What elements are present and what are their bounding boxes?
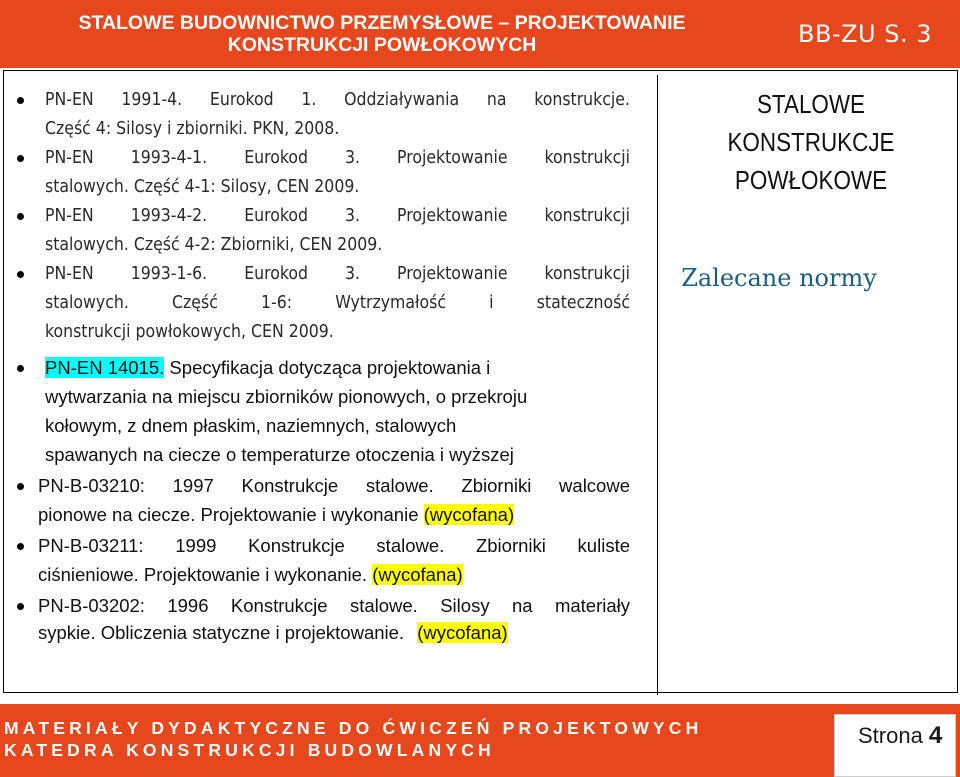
page-label: Strona [858, 723, 923, 748]
norm-1-line-1: PN-EN 1991-4. Eurokod 1. Oddziaływania na konstrukcje. [45, 90, 630, 110]
norm-4-line-3: konstrukcji powłokowych, CEN 2009. [45, 322, 334, 342]
section-title [692, 86, 930, 200]
norm-5-line-1-text: Specyfikacja dotycząca projektowania i [164, 357, 491, 378]
norm-6-line-2-text: pionowe na ciecze. Projektowanie i wykonanie [38, 504, 419, 525]
norm-7-line-1: PN-B-03211: 1999 Konstrukcje stalowe. Zbiorniki kuliste [38, 535, 630, 556]
bullet-icon [17, 271, 24, 278]
page-number: 4 [928, 722, 943, 749]
norm-5-code: PN-EN 14015. [45, 357, 165, 378]
norm-8-line-2 [38, 622, 508, 644]
norm-6-withdrawn-tag: (wycofana) [423, 504, 515, 525]
norm-6-line-2 [38, 504, 514, 526]
norm-8-line-2-text: sypkie. Obliczenia statyczne i projektowanie. [38, 622, 405, 643]
bullet-icon [17, 603, 24, 610]
section-title-line1: STALOWE [756, 91, 866, 119]
course-code: BB-ZU S. 3 [798, 20, 932, 48]
norm-7-line-2-text: ciśnieniowe. Projektowanie i wykonanie. [38, 564, 368, 585]
bullet-icon [17, 155, 24, 162]
page-indicator [858, 722, 942, 750]
bullet-icon [17, 543, 24, 550]
norm-5-line-1 [45, 357, 490, 379]
norm-6-line-1: PN-B-03210: 1997 Konstrukcje stalowe. Zbiorniki walcowe [38, 475, 630, 496]
norm-8-line-1: PN-B-03202: 1996 Konstrukcje stalowe. Silosy na materiały [38, 595, 630, 616]
norm-7-withdrawn-tag: (wycofana) [372, 564, 463, 585]
norm-5-line-2: wytwarzania na miejscu zbiorników pionowych, o przekroju [45, 386, 528, 407]
bullet-icon [17, 483, 24, 490]
bullet-icon [17, 97, 24, 104]
norm-4-line-2: stalowych. Część 1-6: Wytrzymałość i stateczność [45, 293, 630, 313]
norm-5-line-3: kołowym, z dnem płaskim, naziemnych, stalowych [45, 415, 457, 436]
norm-2-line-1: PN-EN 1993-4-1. Eurokod 3. Projektowanie konstrukcji [45, 148, 630, 168]
bullet-icon [17, 213, 24, 220]
footer-bar [0, 704, 960, 777]
section-title-line2: KONSTRUKCJE [727, 129, 895, 157]
norm-4-line-1: PN-EN 1993-1-6. Eurokod 3. Projektowanie konstrukcji [45, 264, 630, 284]
norm-8-withdrawn-tag: (wycofana) [417, 622, 508, 643]
section-subtitle: Zalecane normy [681, 264, 877, 292]
header-title-line1: STALOWE BUDOWNICTWO PRZEMYSŁOWE – PROJEKTOWANIE [78, 12, 686, 34]
header-title-line2: KONSTRUKCJI POWŁOKOWYCH [227, 34, 537, 56]
bullet-icon [17, 365, 24, 372]
norm-3-line-1: PN-EN 1993-4-2. Eurokod 3. Projektowanie konstrukcji [45, 206, 630, 226]
section-title-line3: POWŁOKOWE [734, 167, 888, 195]
norm-7-line-2 [38, 564, 463, 586]
norm-5-line-4: spawanych na ciecze o temperaturze otoczenia i wyższej [45, 444, 514, 465]
footer-line-1: MATERIAŁY DYDAKTYCZNE DO ĆWICZEŃ PROJEKTOWYCH [4, 718, 703, 738]
norm-1-line-2: Część 4: Silosy i zbiorniki. PKN, 2008. [45, 119, 340, 139]
footer-line-2: KATEDRA KONSTRUKCJI BUDOWLANYCH [4, 740, 495, 760]
norm-2-line-2: stalowych. Część 4-1: Silosy, CEN 2009. [45, 177, 360, 197]
norm-3-line-2: stalowych. Część 4-2: Zbiorniki, CEN 2009. [45, 235, 383, 255]
